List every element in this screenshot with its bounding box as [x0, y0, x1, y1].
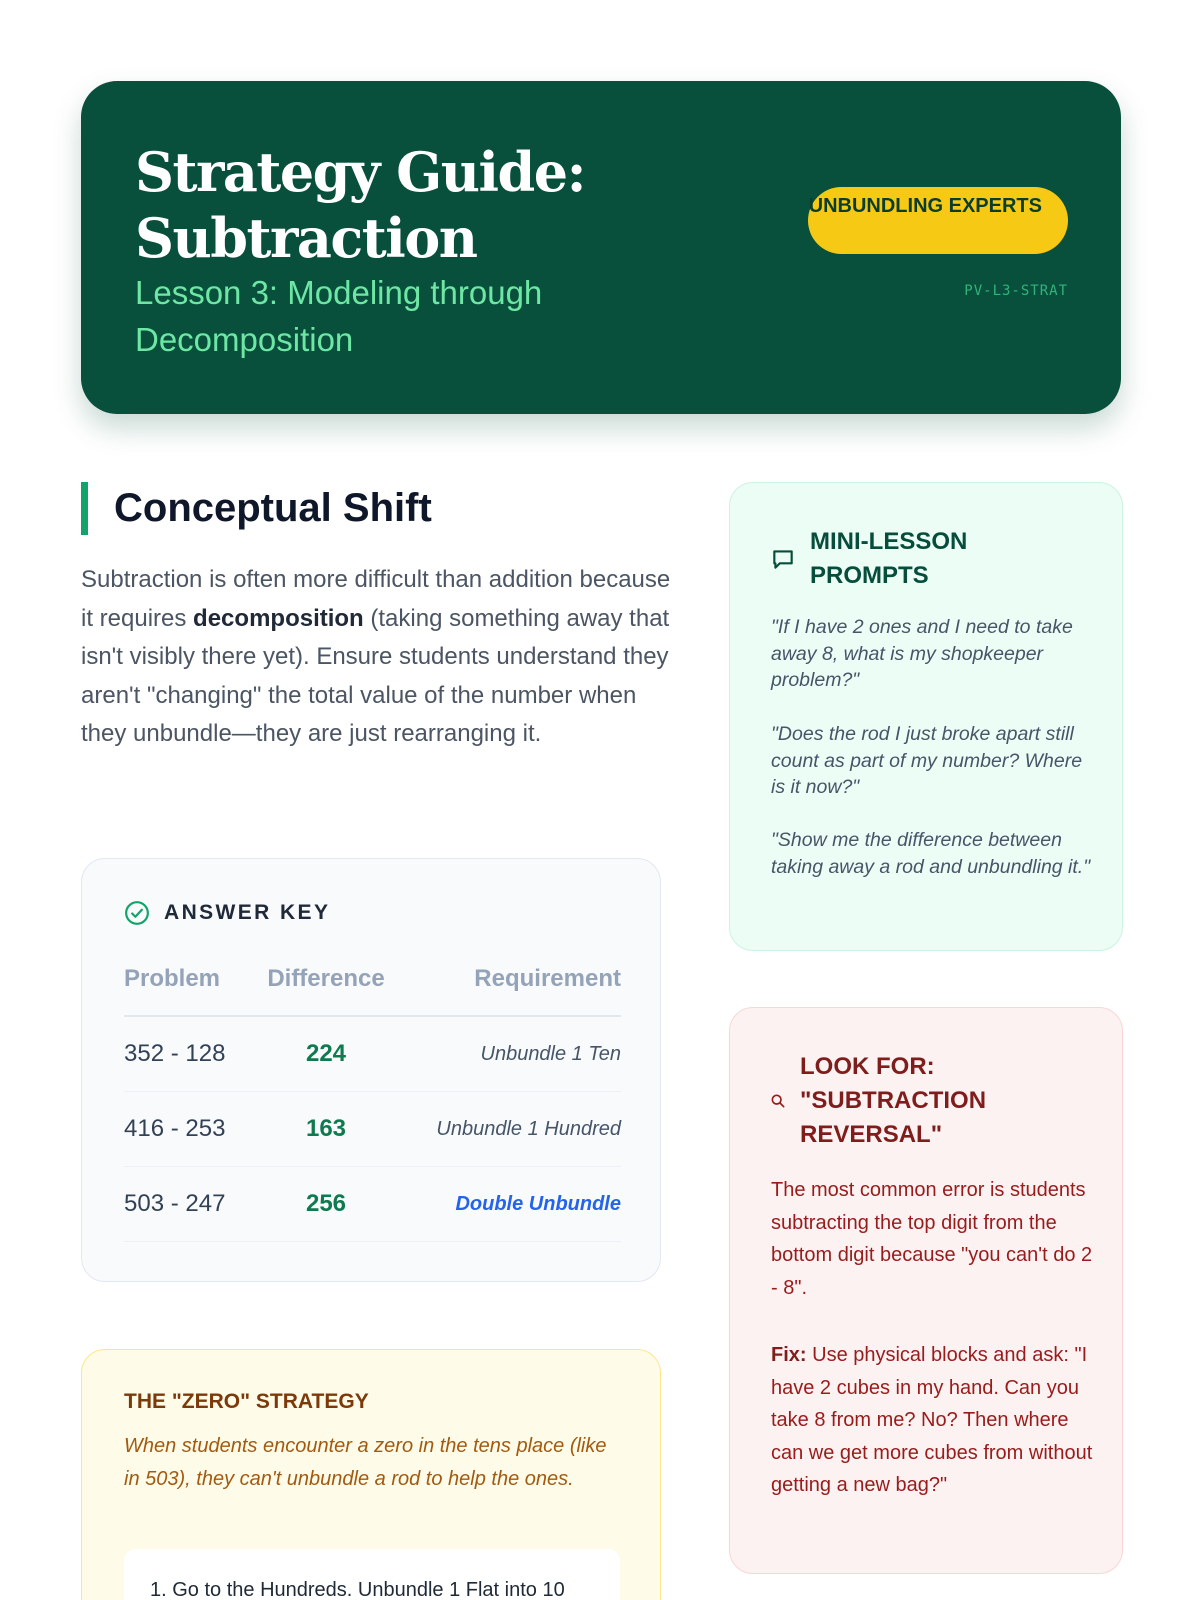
column-header-problem: Problem: [124, 965, 221, 992]
difference-cell: 163: [305, 1115, 347, 1142]
unbundling-badge: UNBUNDLING EXPERTS: [808, 187, 1068, 254]
difference-cell: 256: [305, 1190, 347, 1217]
section-accent-bar: [81, 482, 88, 535]
prompt-item: "Does the rod I just broke apart still count as part of my number? Where is it now?": [771, 723, 1083, 798]
look-for-card: [729, 1007, 1123, 1574]
check-circle-icon: [124, 900, 150, 926]
lesson-code: PV-L3-STRAT: [964, 283, 1068, 299]
difference-cell: 224: [305, 1040, 347, 1067]
zero-strategy-title: THE "ZERO" STRATEGY: [124, 1390, 369, 1413]
column-header-difference: Difference: [267, 965, 385, 992]
fix-text: [771, 1339, 1101, 1502]
zero-strategy-text: When students encounter a zero in the tens place (like in 503), they can't unbundle a rod to help the ones.: [124, 1435, 607, 1490]
search-icon: [770, 1093, 786, 1109]
concept-text-end: (taking something away that isn't visibly there yet). Ensure students understand they aren't "changing" the total value of the number when they unbundle—they are just rearranging it.: [81, 604, 670, 747]
look-for-title: LOOK FOR: "SUBTRACTION REVERSAL": [800, 1053, 987, 1148]
lesson-header: [81, 81, 1121, 414]
zero-strategy-card: [81, 1349, 661, 1600]
answer-key-header: [124, 900, 330, 926]
column-header-requirement: Requirement: [474, 965, 621, 992]
prompt-item: "Show me the difference between taking away a rod and unbundling it.": [771, 829, 1091, 878]
concept-keyword: decomposition: [193, 604, 364, 632]
prompt-item: "If I have 2 ones and I need to take away 8, what is my shopkeeper problem?": [771, 616, 1073, 691]
lesson-subtitle: Lesson 3: Modeling through Decomposition: [135, 274, 543, 358]
problem-cell: 352 - 128: [124, 1040, 226, 1067]
mini-lesson-card: [729, 482, 1123, 951]
section-title: Conceptual Shift: [114, 486, 432, 530]
look-for-header: [770, 1050, 1080, 1152]
requirement-cell: Unbundle 1 Ten: [480, 1042, 621, 1065]
answer-key-title: ANSWER KEY: [164, 901, 331, 924]
page-title: Strategy Guide: Subtraction: [135, 140, 586, 270]
concept-paragraph: [81, 561, 671, 754]
table-row: [124, 1017, 621, 1092]
concept-text-start: Subtraction is often more difficult than addition because it requires: [81, 566, 671, 632]
requirement-cell: Unbundle 1 Hundred: [436, 1117, 621, 1140]
requirement-cell-highlight: Double Unbundle: [455, 1192, 621, 1215]
mini-lesson-header: [770, 525, 1060, 593]
table-row: [124, 1167, 621, 1242]
mini-lesson-title: MINI-LESSON PROMPTS: [810, 528, 968, 589]
common-error-text: The most common error is students subtracting the top digit from the bottom digit because "you can't do 2 - 8".: [771, 1179, 1093, 1299]
fix-description: Use physical blocks and ask: "I have 2 cubes in my hand. Can you take 8 from me? No? Then where can we get more cubes from without getting a new bag?": [771, 1344, 1093, 1496]
answer-key-table: [124, 965, 621, 1242]
table-header-row: [124, 965, 621, 1017]
problem-cell: 503 - 247: [124, 1190, 226, 1217]
answer-key-card: [81, 858, 661, 1282]
problem-cell: 416 - 253: [124, 1115, 226, 1142]
fix-label: Fix:: [771, 1344, 807, 1366]
zero-strategy-step: 1. Go to the Hundreds. Unbundle 1 Flat into 10: [124, 1549, 620, 1600]
chat-bubble-icon: [770, 546, 796, 572]
table-row: [124, 1092, 621, 1167]
